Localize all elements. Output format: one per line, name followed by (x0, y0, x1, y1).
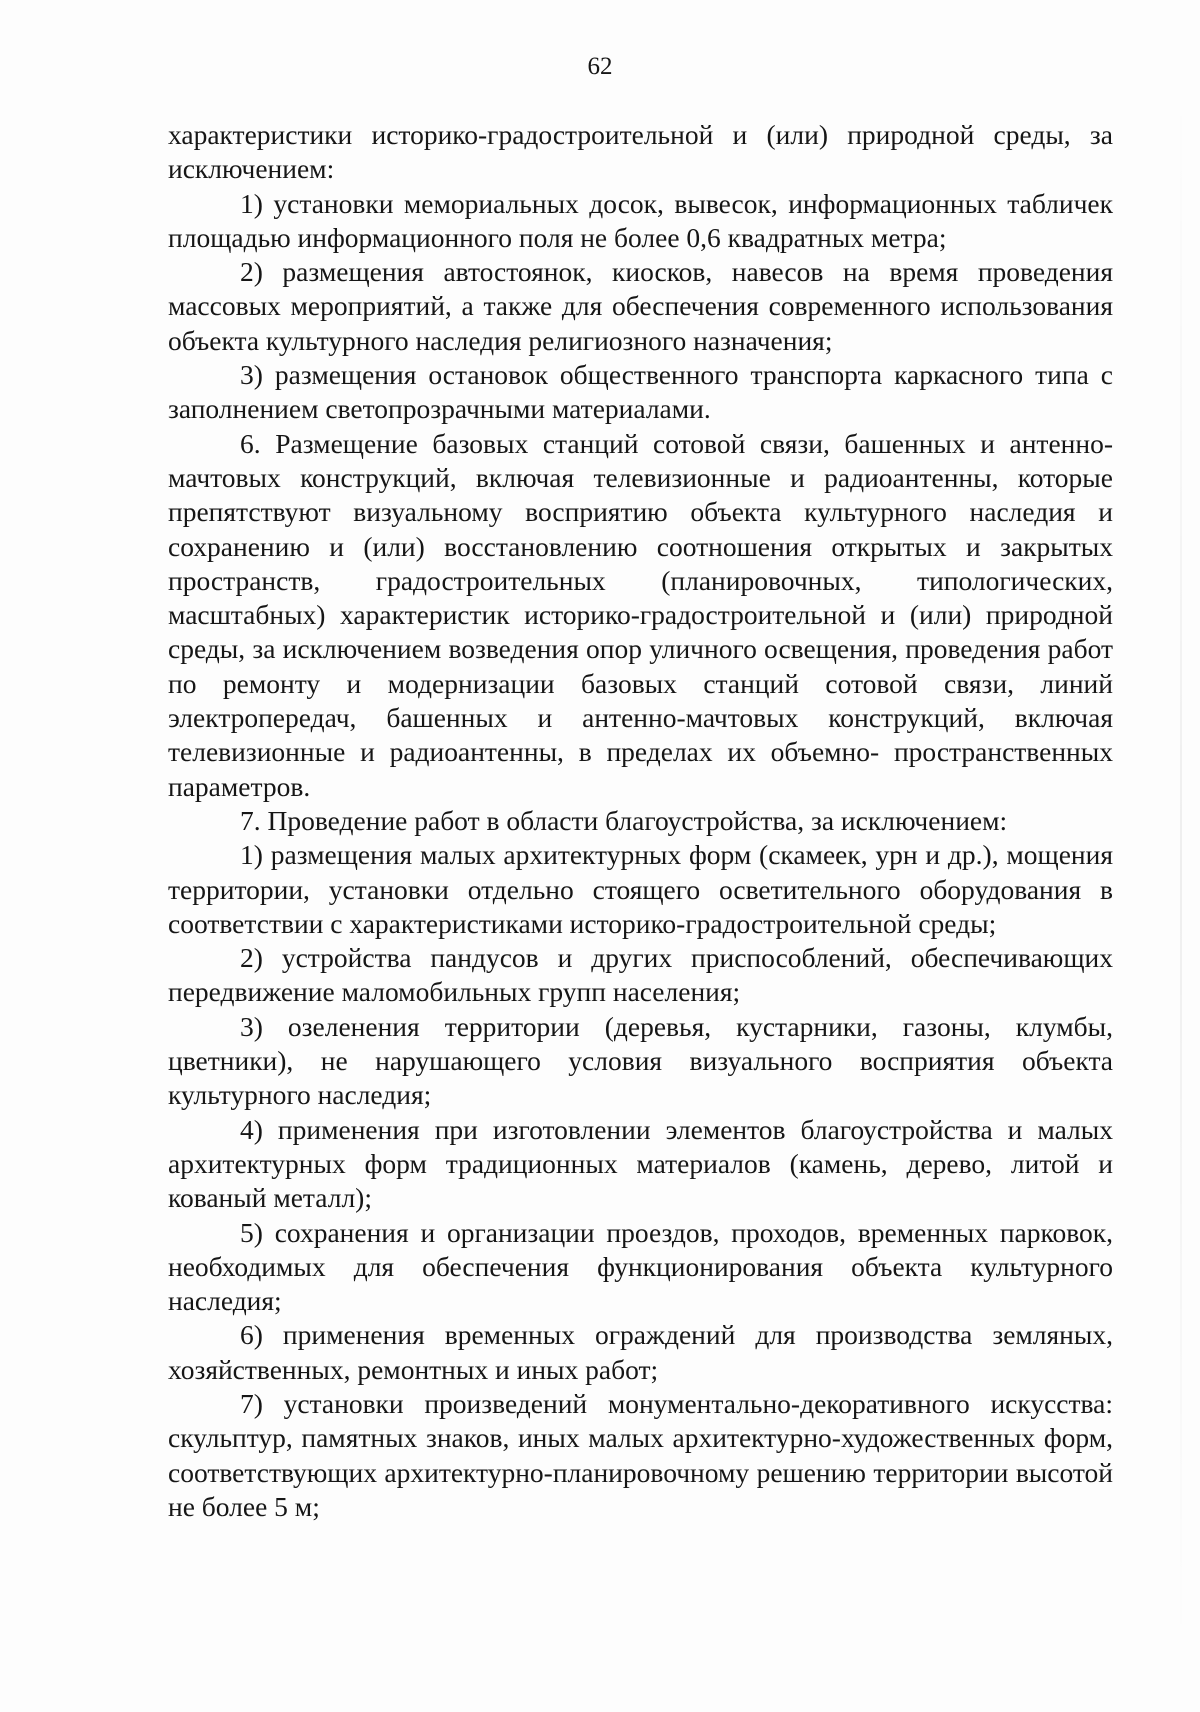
paragraph-item-3-greening: 3) озеленения территории (деревья, кустарники, газоны, клумбы, цветники), не нарушающего условия визуального восприятия объекта культурного наследия; (168, 1010, 1113, 1111)
paragraph-item-4-materials: 4) применения при изготовлении элементов благоустройства и малых архитектурных форм традиционных материалов (камень, дерево, литой и кованый металл); (168, 1113, 1113, 1214)
paragraph-item-3-transport-stops: 3) размещения остановок общественного транспорта каркасного типа с заполнением светопрозрачными материалами. (168, 359, 1113, 425)
paragraph-item-1-small-forms: 1) размещения малых архитектурных форм (скамеек, урн и др.), мощения территории, установки отдельно стоящего осветительного оборудования в соответствии с характеристиками историко-градостроительной среды; (168, 839, 1113, 939)
paragraph-section-7-landscaping: 7. Проведение работ в области благоустройства, за исключением: (240, 804, 1008, 836)
page-number: 62 (587, 53, 613, 80)
document-body (168, 118, 1113, 1524)
paragraph-continuation: характеристики историко-градостроительной и (или) природной среды, за исключением: (168, 119, 1113, 185)
paragraph-item-6-temporary-fences: 6) применения временных ограждений для производства земляных, хозяйственных, ремонтных и иных работ; (168, 1319, 1113, 1385)
paragraph-section-6-base-stations: 6. Размещение базовых станций сотовой связи, башенных и антенно-мачтовых конструкций, включая телевизионные и радиоантенны, которые препятствуют визуальному восприятию объекта культурного наследия и сохранению и (или) восстановлению соотношения открытых и закрытых пространств, градостроительных (планировочных, типологических, масштабных) характеристик историко-градостроительной и (или) природной среды, за исключением возведения опор уличного освещения, проведения работ по ремонту и модернизации базовых станций сотовой связи, линий электропередач, башенных и антенно-мачтовых конструкций, включая телевизионные и радиоантенны, в пределах их объемно- пространственных параметров. (168, 427, 1113, 802)
paragraph-item-2-ramps: 2) устройства пандусов и других приспособлений, обеспечивающих передвижение маломобильных групп населения; (168, 942, 1113, 1008)
paragraph-item-2-parking-kiosks: 2) размещения автостоянок, киосков, навесов на время проведения массовых мероприятий, а также для обеспечения современного использования объекта культурного наследия религиозного назначения; (168, 256, 1113, 356)
paragraph-item-5-passages: 5) сохранения и организации проездов, проходов, временных парковок, необходимых для обеспечения функционирования объекта культурного наследия; (168, 1216, 1113, 1317)
paragraph-item-1-memorial-plaques: 1) установки мемориальных досок, вывесок, информационных табличек площадью информационного поля не более 0,6 квадратных метра; (168, 187, 1113, 253)
scan-edge-shadow (1180, 90, 1182, 1650)
paragraph-item-7-monumental-art: 7) установки произведений монументально-декоративного искусства: скульптур, памятных знаков, иных малых архитектурно-художественных форм, соответствующих архитектурно-планировочному решению территории высотой не более 5 м; (168, 1387, 1113, 1522)
